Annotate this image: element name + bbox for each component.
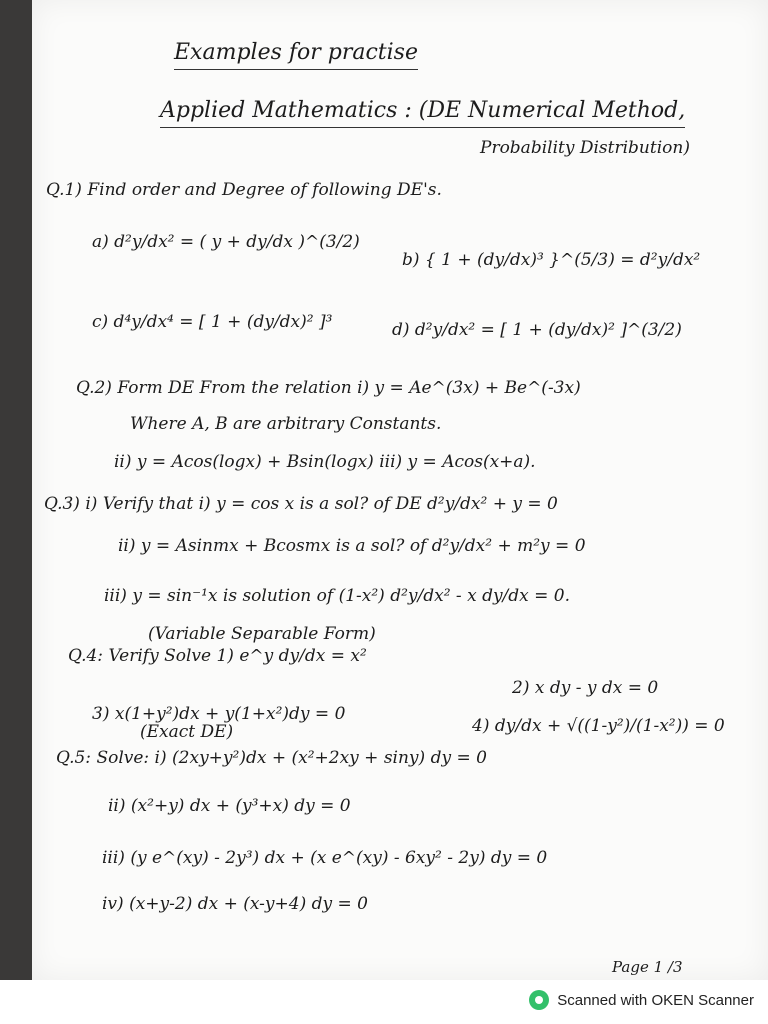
question-5d: iv) (x+y-2) dx + (x-y+4) dy = 0 [102,894,368,914]
scanner-text: Scanned with OKEN Scanner [557,991,754,1009]
question-4: Q.4: Verify Solve 1) e^y dy/dx = x² [68,646,367,666]
question-4d: 4) dy/dx + √((1-y²)/(1-x²)) = 0 [472,716,725,736]
question-5-label: (Exact DE) [140,722,234,742]
question-1: Q.1) Find order and Degree of following DE's. [46,180,442,200]
question-5: Q.5: Solve: i) (2xy+y²)dx + (x²+2xy + siny) dy = 0 [56,748,487,768]
question-3: Q.3) i) Verify that i) y = cos x is a sol? of DE d²y/dx² + y = 0 [44,494,558,514]
title-subject-cont: Probability Distribution) [480,138,690,158]
question-3c: iii) y = sin⁻¹x is solution of (1-x²) d²y/dx² - x dy/dx = 0. [104,586,571,606]
question-1d: d) d²y/dx² = [ 1 + (dy/dx)² ]^(3/2) [392,320,682,340]
scanned-page [32,0,768,980]
question-5b: ii) (x²+y) dx + (y³+x) dy = 0 [108,796,351,816]
question-4b: 2) x dy - y dx = 0 [512,678,659,698]
question-1a: a) d²y/dx² = ( y + dy/dx )^(3/2) [92,232,360,252]
question-1c: c) d⁴y/dx⁴ = [ 1 + (dy/dx)² ]³ [92,312,333,332]
page-number: Page 1 /3 [612,958,683,976]
question-5c: iii) (y e^(xy) - 2y³) dx + (x e^(xy) - 6xy² - 2y) dy = 0 [102,848,548,868]
question-3b: ii) y = Asinmx + Bcosmx is a sol? of d²y/dx² + m²y = 0 [118,536,586,556]
question-2b: Where A, B are arbitrary Constants. [130,414,442,434]
question-1b: b) { 1 + (dy/dx)³ }^(5/3) = d²y/dx² [402,250,701,270]
title-subject: Applied Mathematics : (DE Numerical Method, [160,98,685,128]
scanner-watermark [529,990,754,1010]
question-4c: 3) x(1+y²)dx + y(1+x²)dy = 0 [92,704,346,724]
page-edge [0,0,32,1024]
scanner-logo-icon [529,990,549,1010]
title-examples: Examples for practise [174,40,418,70]
question-2c: ii) y = Acos(logx) + Bsin(logx) iii) y = Acos(x+a). [114,452,536,472]
question-2: Q.2) Form DE From the relation i) y = Ae^(3x) + Be^(-3x) [76,378,581,398]
question-4-label: (Variable Separable Form) [148,624,376,644]
